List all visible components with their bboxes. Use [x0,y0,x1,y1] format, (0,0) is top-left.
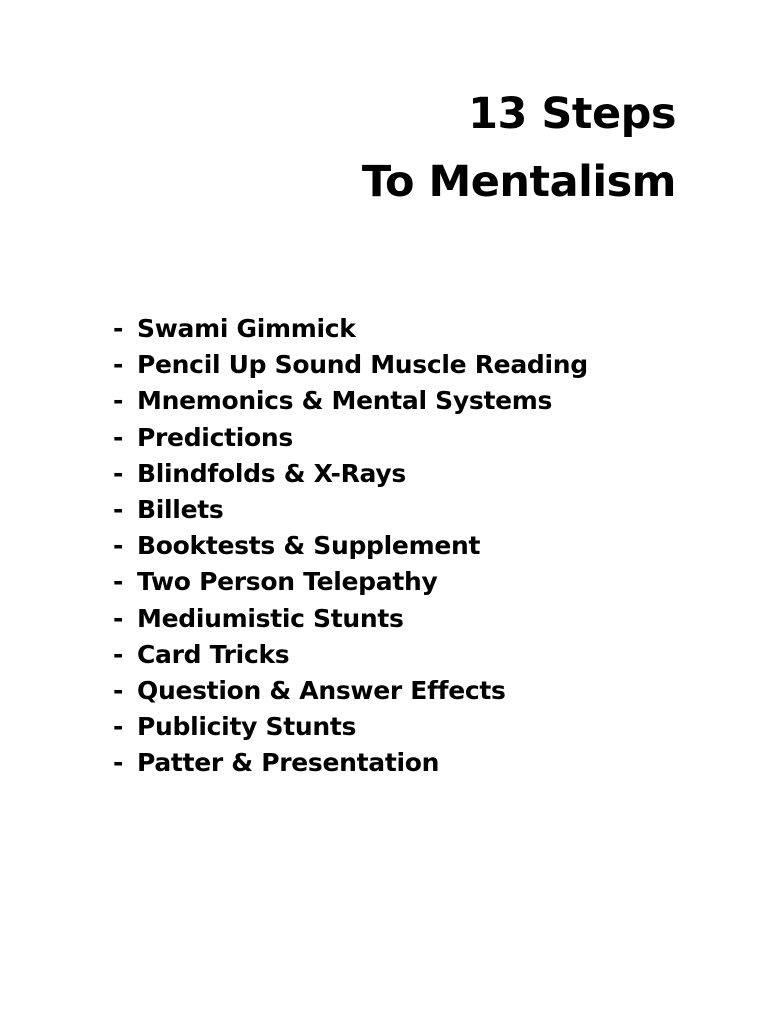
title-line-2: To Mentalism [361,157,676,207]
list-item-label: Card Tricks [137,639,290,669]
list-item-label: Question & Answer Effects [137,676,506,706]
list-item [113,528,588,564]
list-bullet: - [113,495,124,525]
list-item-label: Patter & Presentation [137,748,440,778]
list-bullet: - [113,603,124,633]
list-item [113,564,588,600]
list-bullet: - [113,386,124,416]
list-bullet: - [113,422,124,452]
list-item-label: Booktests & Supplement [137,531,481,561]
list-item-label: Mnemonics & Mental Systems [137,386,553,416]
list-bullet: - [113,567,124,597]
list-bullet: - [113,314,124,343]
list-bullet: - [113,748,124,778]
list-bullet: - [113,531,124,561]
list-bullet: - [113,712,124,742]
list-item [113,709,588,745]
list-item [113,420,588,456]
list-item [113,383,588,419]
list-item [113,673,588,709]
list-item [113,311,588,347]
list-item [113,637,588,673]
list-bullet: - [113,676,124,706]
list-bullet: - [113,458,124,488]
list-item [113,347,588,383]
list-item-label: Predictions [137,422,293,452]
list-item-label: Pencil Up Sound Muscle Reading [137,350,588,380]
list-item-label: Billets [137,495,224,525]
list-bullet: - [113,350,124,380]
list-item-label: Mediumistic Stunts [137,603,404,633]
list-item-label: Blindfolds & X-Rays [137,458,406,488]
list-item [113,492,588,528]
title-line-1: 13 Steps [468,89,676,139]
list-item-label: Two Person Telepathy [137,567,438,597]
list-item-label: Publicity Stunts [137,712,357,742]
list-bullet: - [113,639,124,669]
list-item [113,456,588,492]
list-item [113,745,588,781]
topic-list [113,311,588,782]
list-item-label: Swami Gimmick [137,314,356,343]
list-item [113,601,588,637]
page-title [362,80,676,216]
